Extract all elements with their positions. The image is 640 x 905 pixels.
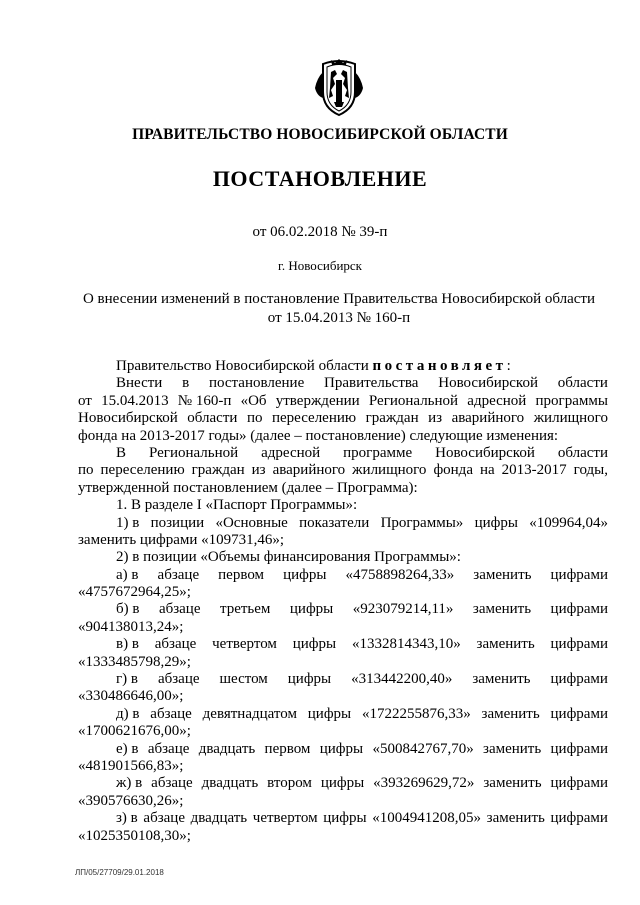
body-word: абзаце (150, 705, 192, 722)
body-word: переселению (100, 462, 185, 479)
body-line (78, 688, 608, 705)
body-word: «390576630,26»; (78, 792, 184, 809)
body-word: цифры (287, 671, 332, 688)
document-subject (78, 290, 600, 327)
body-line (78, 428, 608, 445)
body-word: двадцать (198, 740, 256, 757)
decree-intro-text: Правительство Новосибирской области (116, 358, 373, 374)
body-word: «313442200,40» (351, 671, 453, 688)
document-date-number: от 06.02.2018 № 39-п (252, 224, 388, 240)
body-word: цифры (320, 775, 365, 792)
body-word: программе (343, 444, 413, 461)
body-line (78, 567, 608, 584)
body-line (78, 584, 608, 601)
body-word: Новосибирской (435, 444, 535, 461)
body-word: цифрами (550, 566, 608, 583)
body-word: области (187, 410, 238, 427)
body-word: абзаце (143, 810, 185, 827)
body-word: а) в (116, 566, 139, 583)
body-word: е) в (116, 740, 139, 757)
body-word: 15.04.2013 (101, 392, 169, 409)
body-line (78, 775, 608, 792)
body-word: цифрами (550, 810, 608, 827)
body-word: постановление (209, 375, 305, 392)
body-word: абзаце (158, 601, 201, 618)
body-word: цифры (319, 740, 364, 757)
body-line (78, 741, 608, 758)
body-word: абзаце (154, 636, 197, 653)
body-word: первом (218, 566, 265, 583)
body-word: «330486646,00»; (78, 688, 184, 705)
body-word: девятнадцатом (202, 705, 297, 722)
body-word: цифры (283, 566, 327, 583)
body-line (78, 462, 608, 479)
body-line (78, 549, 608, 566)
footer-document-code: ЛП/05/27709/29.01.2018 (75, 868, 164, 877)
document-city: г. Новосибирск (277, 258, 362, 273)
body-word: «904138013,24»; (78, 618, 184, 635)
body-line (78, 706, 608, 723)
body-word: Программы» (380, 514, 464, 531)
body-word: абзаце (157, 671, 200, 688)
body-word: позиции (150, 514, 205, 531)
body-word: цифрами (550, 671, 608, 688)
body-word: области (557, 444, 608, 461)
body-word: абзаце (147, 740, 190, 757)
coat-of-arms-emblem (313, 58, 365, 118)
body-word: годы, (573, 462, 608, 479)
body-word: фонда (433, 462, 473, 479)
body-word: «4758898264,33» (345, 566, 455, 583)
decree-intro-line (78, 358, 608, 375)
body-word: шестом (219, 671, 268, 688)
body-word: программы (535, 392, 608, 409)
body-line (78, 445, 608, 462)
body-word: абзаце (157, 566, 200, 583)
body-line (78, 723, 608, 740)
body-line (78, 375, 608, 392)
body-word: цифры (474, 514, 518, 531)
body-word: ж) в (116, 775, 143, 792)
body-word: «1004941208,05» (372, 810, 481, 827)
decree-colon: : (506, 358, 511, 374)
body-word: двадцать (201, 775, 259, 792)
body-word: 1) в (116, 514, 140, 531)
body-word: цифрами (550, 740, 608, 757)
body-word: в) в (116, 636, 139, 653)
body-line (78, 810, 608, 827)
body-word: граждан (365, 410, 419, 427)
body-word: цифрами (550, 775, 608, 792)
body-word: заменить (483, 740, 542, 757)
body-word: б) в (116, 601, 140, 618)
body-word: на (479, 462, 495, 479)
body-word: третьем (219, 601, 271, 618)
body-line (78, 758, 608, 775)
body-word: граждан (191, 462, 245, 479)
body-word: д) в (116, 705, 140, 722)
body-word: «1025350108,30»; (78, 827, 191, 844)
body-word: втором (267, 775, 312, 792)
body-line (78, 532, 608, 549)
body-word: жилищного (533, 410, 608, 427)
body-word: утвержденной постановлением (далее – Программа): (78, 479, 418, 496)
body-word: из (428, 410, 443, 427)
body-word: заменить цифрами «109731,46»; (78, 531, 285, 548)
body-line (78, 515, 608, 532)
body-word: по (246, 410, 263, 427)
body-word: утверждении (275, 392, 360, 409)
body-word: «1700621676,00»; (78, 723, 191, 740)
body-word: области (557, 375, 608, 392)
body-word: з) в (116, 810, 138, 827)
body-line (78, 497, 608, 514)
body-line (78, 410, 608, 427)
body-word: аварийного (272, 462, 346, 479)
body-line (78, 828, 608, 845)
subject-line-2: от 15.04.2013 № 160-п (267, 309, 411, 326)
body-word: «Основные (215, 514, 288, 531)
body-word: «393269629,72» (373, 775, 475, 792)
body-word: Региональной (148, 444, 239, 461)
body-word: Внести (116, 375, 163, 392)
body-word: четвертом (252, 810, 318, 827)
body-word: в (182, 375, 190, 392)
body-word: цифрами (550, 705, 608, 722)
body-word: Новосибирской (78, 410, 178, 427)
body-word: заменить (473, 566, 532, 583)
body-word: заменить (476, 636, 535, 653)
body-word: 2) в позиции «Объемы финансирования Программы»: (116, 549, 461, 566)
body-line (78, 654, 608, 671)
body-line (78, 393, 608, 410)
body-word: адресной (467, 392, 527, 409)
body-word: «4757672964,25»; (78, 584, 191, 601)
body-word: «923079214,11» (352, 601, 454, 618)
body-word: заменить (481, 705, 540, 722)
body-word: абзаце (151, 775, 193, 792)
body-word: Новосибирской (438, 375, 538, 392)
body-word: «500842767,70» (372, 740, 474, 757)
body-word: цифры (307, 705, 352, 722)
body-word: по (78, 462, 94, 479)
body-word: цифры (292, 636, 337, 653)
body-line (78, 793, 608, 810)
decree-keyword: постановляет (372, 358, 507, 374)
body-line (78, 601, 608, 618)
body-word: жилищного (352, 462, 427, 479)
body-word: адресной (261, 444, 321, 461)
document-body (78, 358, 608, 845)
body-word: заменить (483, 775, 542, 792)
body-word: четвертом (212, 636, 277, 653)
body-word: В (116, 444, 127, 461)
body-lines (78, 375, 608, 845)
body-word: переселению (271, 410, 357, 427)
body-word: 1. В разделе I «Паспорт Программы»: (116, 497, 358, 514)
body-word: «1722255876,33» (361, 705, 471, 722)
body-word: фонда на 2013-2017 годы» (далее – постановление) следующие изменения: (78, 427, 559, 444)
body-word: заменить (472, 601, 532, 618)
document-type-title: ПОСТАНОВЛЕНИЕ (212, 166, 428, 191)
body-word: заменить (486, 810, 545, 827)
body-word: аварийного (451, 410, 525, 427)
body-word: 2013-2017 (501, 462, 567, 479)
body-line (78, 619, 608, 636)
body-word: цифры (289, 601, 334, 618)
body-word: цифрами (550, 636, 608, 653)
body-word: «1332814343,10» (351, 636, 461, 653)
government-title: ПРАВИТЕЛЬСТВО НОВОСИБИРСКОЙ ОБЛАСТИ (132, 126, 508, 143)
body-line (78, 671, 608, 688)
body-word: «Об (240, 392, 267, 409)
body-word: цифрами (550, 601, 608, 618)
body-word: Правительства (324, 375, 419, 392)
body-word: № 160-п (177, 392, 232, 409)
body-word: «1333485798,29»; (78, 653, 191, 670)
body-word: из (251, 462, 266, 479)
subject-line-1: О внесении изменений в постановление Правительства Новосибирской области (82, 291, 596, 307)
body-word: от (78, 392, 92, 409)
body-word: заменить (472, 671, 531, 688)
body-word: «481901566,83»; (78, 757, 184, 774)
body-word: цифры (323, 810, 367, 827)
body-line (78, 480, 608, 497)
body-word: двадцать (190, 810, 248, 827)
body-word: Региональной (368, 392, 459, 409)
body-word: «109964,04» (529, 514, 608, 531)
body-line (78, 636, 608, 653)
body-word: первом (264, 740, 311, 757)
body-word: г) в (116, 671, 138, 688)
body-word: показатели (299, 514, 370, 531)
